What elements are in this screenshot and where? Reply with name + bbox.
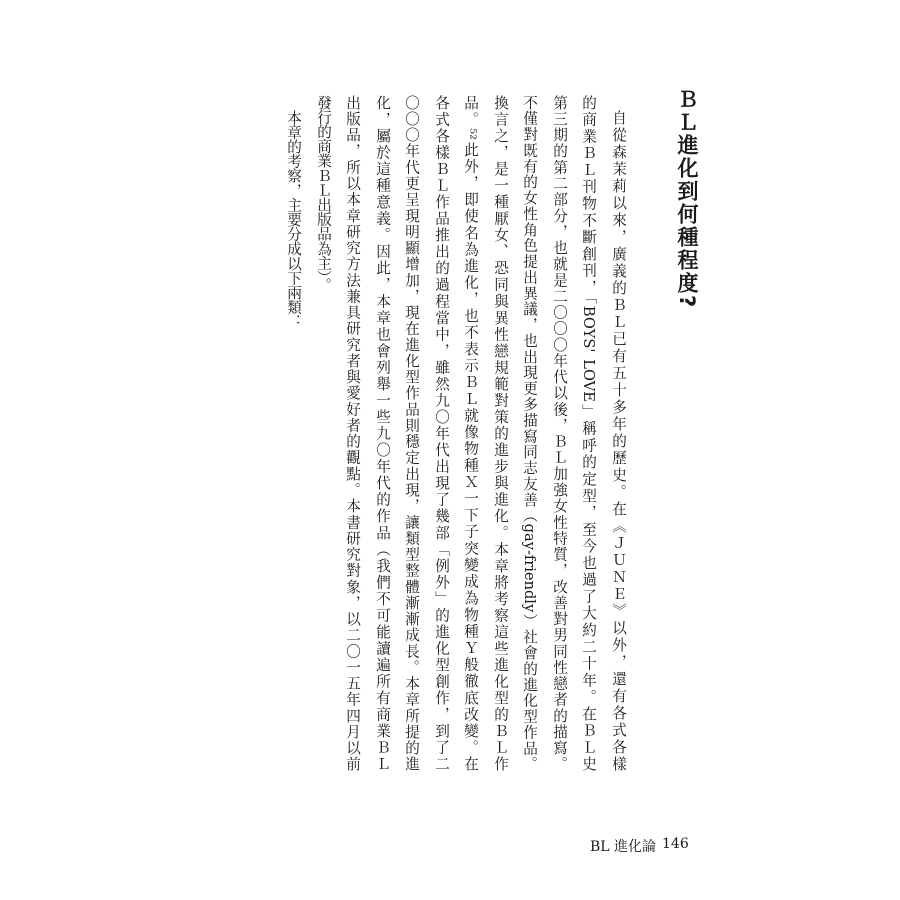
- text-column: 〇〇〇年代更呈現明顯增加，現在進化型作品則穩定出現，讓類型整體漸漸成長。本章所提的進: [403, 95, 420, 771]
- text-column: 品。⁵²此外，即使名為進化，也不表示ＢＬ就像物種Ｘ一下子突變成為物種Ｙ般徹底改變。在: [462, 95, 479, 771]
- text-column: 各式各樣ＢＬ作品推出的過程當中，雖然九〇年代出現了幾部「例外」的進化型創作，到了二: [433, 95, 450, 771]
- text-column: 本章的考察，主要分成以下兩類：: [285, 110, 302, 329]
- text-column: 不僅對既有的女性角色提出異議，也出現更多描寫同志友善（gay-friendly）社會的進化型作品。: [521, 95, 538, 771]
- text-column: 出版品，所以本章研究方法兼具研究者與愛好者的觀點。本書研究對象，以二〇一五年四月以前: [344, 95, 361, 771]
- text-column: 的商業ＢＬ刊物不斷創刊，「BOYS' LOVE」稱呼的定型，至今也過了大約二十年。在ＢＬ史: [580, 95, 597, 771]
- text-column: 第三期的第二部分，也就是二〇〇〇年代以後，ＢＬ加強女性特質，改善對男同性戀者的描寫。: [551, 95, 568, 771]
- running-title: BL 進化論: [590, 839, 657, 855]
- section-heading: ＢＬ進化到何種程度?: [675, 88, 699, 310]
- text-column: 發行的商業ＢＬ出版品為主）。: [315, 95, 332, 293]
- text-column: 自從森茉莉以來，廣義的ＢＬ已有五十多年的歷史。在《ＪＵＮＥ》以外，還有各式各樣: [610, 110, 627, 771]
- page-number: 146: [662, 836, 689, 852]
- text-column: 化，屬於這種意義。因此，本章也會列舉一些九〇年代的作品（我們不可能讀遍所有商業ＢＬ: [374, 95, 391, 771]
- text-column: 換言之，是一種厭女、恐同與異性戀規範對策的進步與進化。本章將考察這些進化型的ＢＬ作: [492, 95, 509, 771]
